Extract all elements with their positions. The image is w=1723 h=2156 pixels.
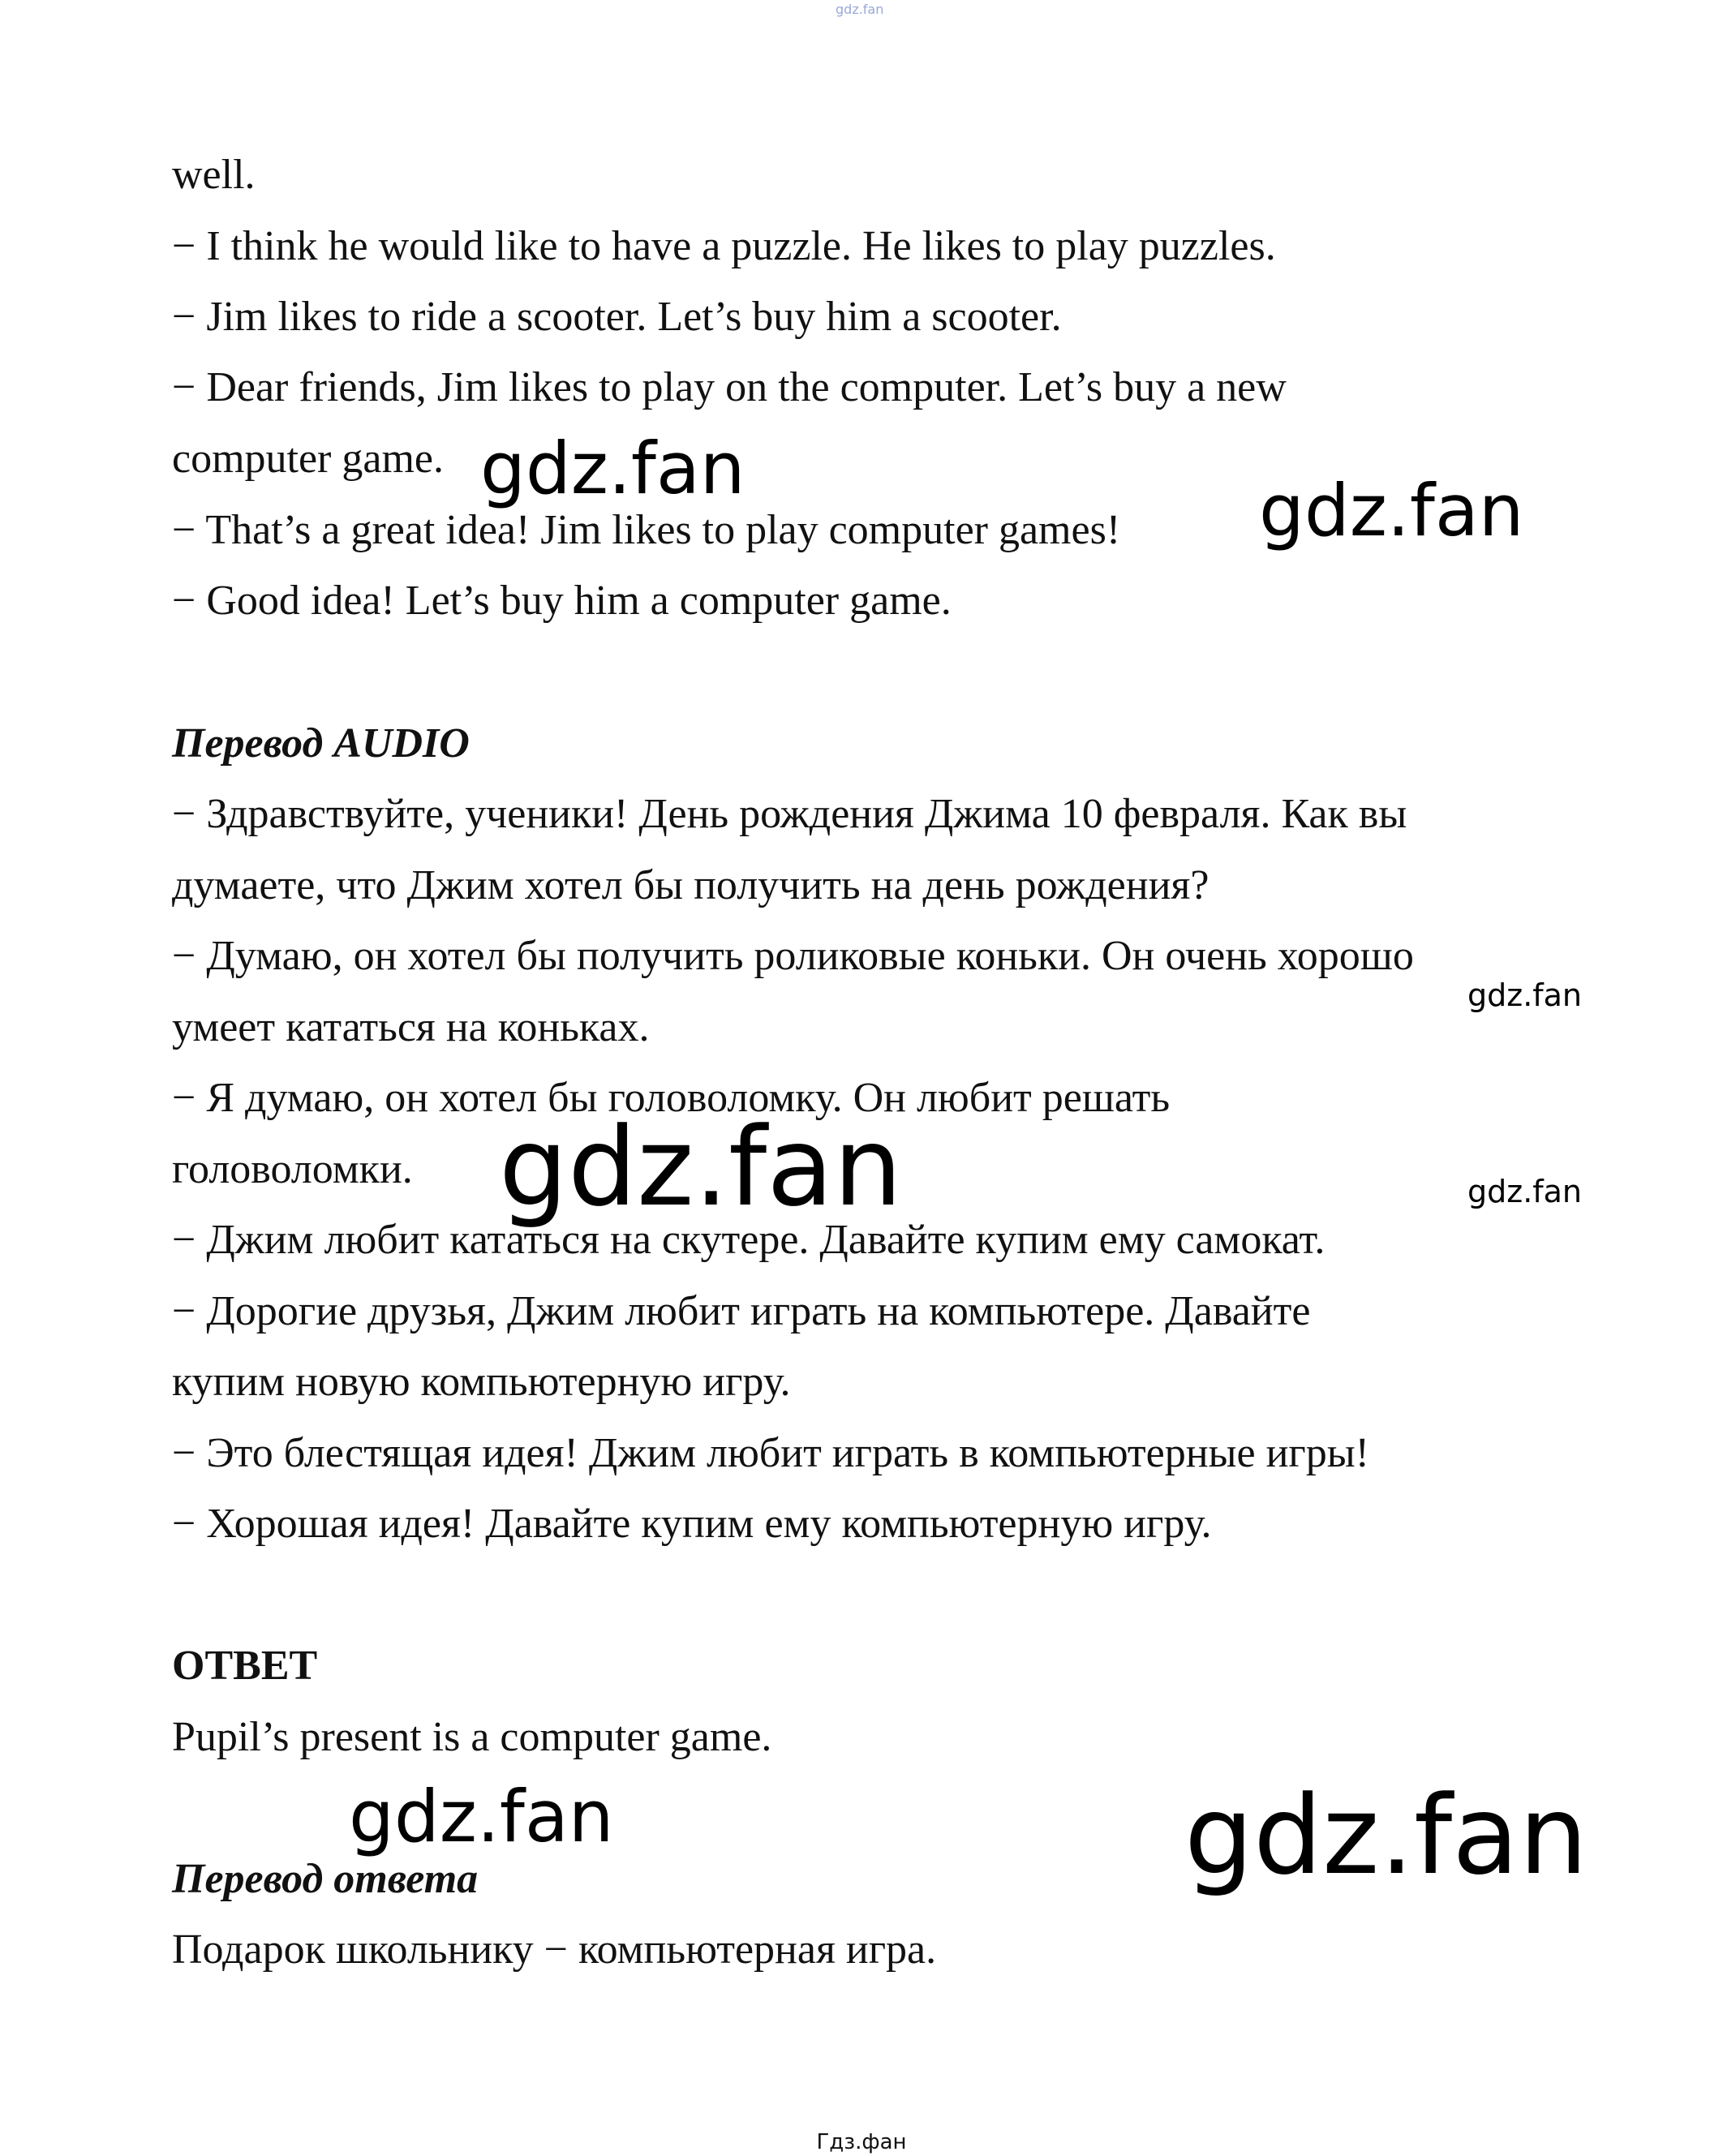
dialogue-line: − Good idea! Let’s buy him a computer game.: [172, 578, 952, 624]
translation-line: − Джим любит кататься на скутере. Давайте купим ему самокат.: [172, 1217, 1326, 1263]
answer-heading: ОТВЕТ: [172, 1643, 318, 1689]
translation-line: − Думаю, он хотел бы получить роликовые коньки. Он очень хорошо: [172, 933, 1414, 979]
top-watermark: gdz.fan: [836, 2, 884, 17]
answer-text: Pupil’s present is a computer game.: [172, 1714, 772, 1760]
dialogue-line: − I think he would like to have a puzzle. He likes to play puzzles.: [172, 223, 1276, 269]
dialogue-line: − Dear friends, Jim likes to play on the computer. Let’s buy a new: [172, 364, 1287, 410]
translation-line: − Это блестящая идея! Джим любит играть в компьютерные игры!: [172, 1430, 1369, 1476]
translation-line: − Дорогие друзья, Джим любит играть на компьютере. Давайте: [172, 1288, 1311, 1334]
dialogue-line: well.: [172, 152, 256, 198]
dialogue-line: − Jim likes to ride a scooter. Let’s buy him a scooter.: [172, 294, 1062, 340]
translation-line: умеет кататься на коньках.: [172, 1004, 650, 1050]
translation-line: − Я думаю, он хотел бы головоломку. Он любит решать: [172, 1075, 1171, 1121]
answer-translation-heading: Перевод ответа: [172, 1856, 479, 1902]
dialogue-line: computer game.: [172, 436, 444, 482]
watermark: gdz.fan: [1467, 977, 1583, 1013]
watermark: gdz.fan: [1259, 469, 1524, 552]
watermark: gdz.fan: [480, 427, 745, 510]
watermark: gdz.fan: [349, 1775, 614, 1858]
watermark: gdz.fan: [499, 1104, 903, 1230]
translation-line: головоломки.: [172, 1146, 413, 1192]
translation-line: − Здравствуйте, ученики! День рождения Джима 10 февраля. Как вы: [172, 791, 1407, 837]
watermark: gdz.fan: [1467, 1174, 1583, 1209]
translation-line: − Хорошая идея! Давайте купим ему компьютерную игру.: [172, 1501, 1212, 1547]
page-footer: Гдз.фан: [816, 2130, 907, 2154]
translation-line: думаете, что Джим хотел бы получить на день рождения?: [172, 862, 1210, 908]
translation-line: купим новую компьютерную игру.: [172, 1359, 791, 1405]
translation-audio-heading: Перевод AUDIO: [172, 720, 470, 767]
dialogue-line: − That’s a great idea! Jim likes to play computer games!: [172, 507, 1121, 553]
watermark: gdz.fan: [1184, 1772, 1588, 1899]
answer-translation-text: Подарок школьнику − компьютерная игра.: [172, 1926, 937, 1973]
